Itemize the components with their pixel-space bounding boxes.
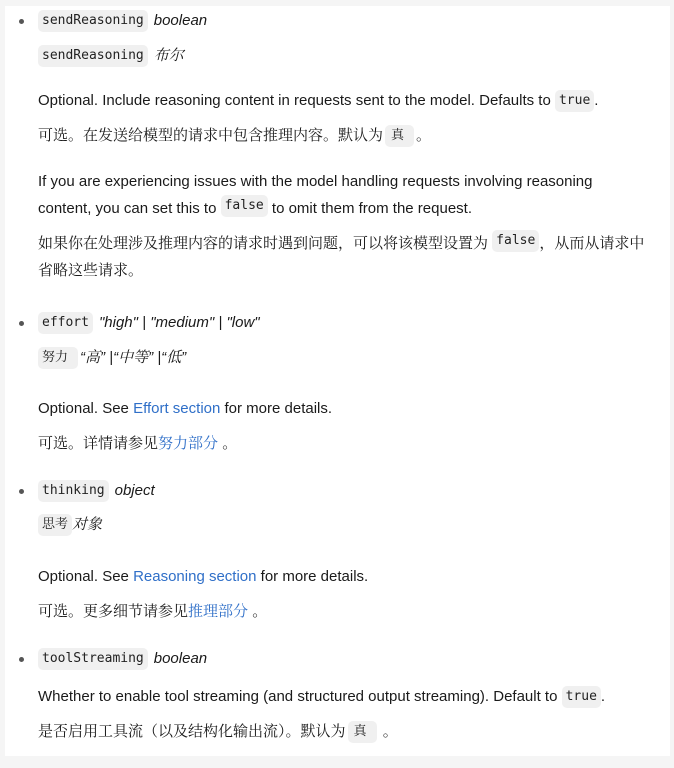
inline-code: 真 — [385, 125, 414, 147]
param-note-cn — [38, 230, 648, 284]
param-type-cn: “高” |“中等” |“低” — [80, 349, 187, 366]
note-text: If you are experiencing issues with the model handling requests involving reasoning content, you can set this to — [38, 173, 593, 217]
bullet-icon — [19, 489, 24, 494]
param-desc — [38, 686, 605, 708]
param-type: boolean — [153, 12, 208, 29]
desc-text-cn: 是否启用工具流（以及结构化输出流）。默认为 — [38, 723, 346, 740]
param-type: object — [114, 482, 155, 499]
desc-text: . — [594, 92, 599, 109]
param-name: effort — [38, 312, 93, 334]
doc-card — [5, 6, 670, 756]
param-header-cn — [38, 45, 184, 67]
desc-text: for more details. — [220, 400, 333, 417]
desc-text-cn: 可选。在发送给模型的请求中包含推理内容。默认为 — [38, 127, 384, 144]
effort-section-link-cn[interactable]: 努力部分 — [158, 435, 219, 452]
desc-text-cn: 。 — [378, 723, 398, 740]
param-header — [38, 480, 155, 502]
reasoning-section-link-cn[interactable]: 推理部分 — [188, 603, 249, 620]
param-desc-cn — [38, 433, 237, 455]
param-desc-cn — [38, 601, 267, 623]
desc-text: Optional. See — [38, 400, 134, 417]
desc-text: for more details. — [256, 568, 369, 585]
param-desc — [38, 398, 332, 420]
reasoning-section-link[interactable]: Reasoning section — [133, 568, 257, 585]
param-desc — [38, 566, 368, 588]
param-header — [38, 10, 207, 32]
param-header-cn — [38, 514, 102, 536]
inline-code: true — [555, 90, 594, 112]
desc-text-cn: 。 — [416, 127, 432, 144]
param-type: boolean — [153, 650, 208, 667]
note-text: to omit them from the request. — [267, 200, 473, 217]
inline-code: true — [562, 686, 601, 708]
note-text-cn: ，从而从请求中省略这些请求。 — [38, 235, 645, 279]
param-type: "high" | "medium" | "low" — [98, 314, 260, 331]
desc-text: Optional. See — [38, 568, 134, 585]
param-desc — [38, 90, 598, 112]
inline-code: 真 — [348, 721, 377, 743]
param-note — [38, 168, 648, 222]
desc-text: Optional. Include reasoning content in requests sent to the model. Defaults to — [38, 92, 555, 109]
param-type-cn: 布尔 — [153, 47, 184, 64]
desc-text-cn: 可选。更多细节请参见 — [38, 603, 189, 620]
param-name: thinking — [38, 480, 109, 502]
bullet-icon — [19, 321, 24, 326]
inline-code: false — [492, 230, 539, 252]
param-name-cn: 思考 — [38, 514, 72, 536]
param-name-cn: 努力 — [38, 347, 78, 369]
desc-text-cn: 可选。详情请参见 — [38, 435, 159, 452]
param-type-cn: 对象 — [72, 516, 103, 533]
param-header-cn — [38, 347, 186, 369]
bullet-icon — [19, 19, 24, 24]
note-text-cn: 如果你在处理涉及推理内容的请求时遇到问题，可以将该模型设置为 — [38, 235, 493, 252]
desc-text-cn: 。 — [218, 435, 238, 452]
effort-section-link[interactable]: Effort section — [133, 400, 221, 417]
param-header — [38, 312, 260, 334]
bullet-icon — [19, 657, 24, 662]
param-desc-cn — [38, 721, 398, 743]
desc-text: Whether to enable tool streaming (and structured output streaming). Default to — [38, 688, 562, 705]
param-name: toolStreaming — [38, 648, 148, 670]
param-name-cn: sendReasoning — [38, 45, 148, 67]
param-desc-cn — [38, 125, 431, 147]
param-header — [38, 648, 207, 670]
desc-text: . — [600, 688, 606, 705]
inline-code: false — [221, 195, 268, 217]
param-name: sendReasoning — [38, 10, 148, 32]
desc-text-cn: 。 — [248, 603, 268, 620]
